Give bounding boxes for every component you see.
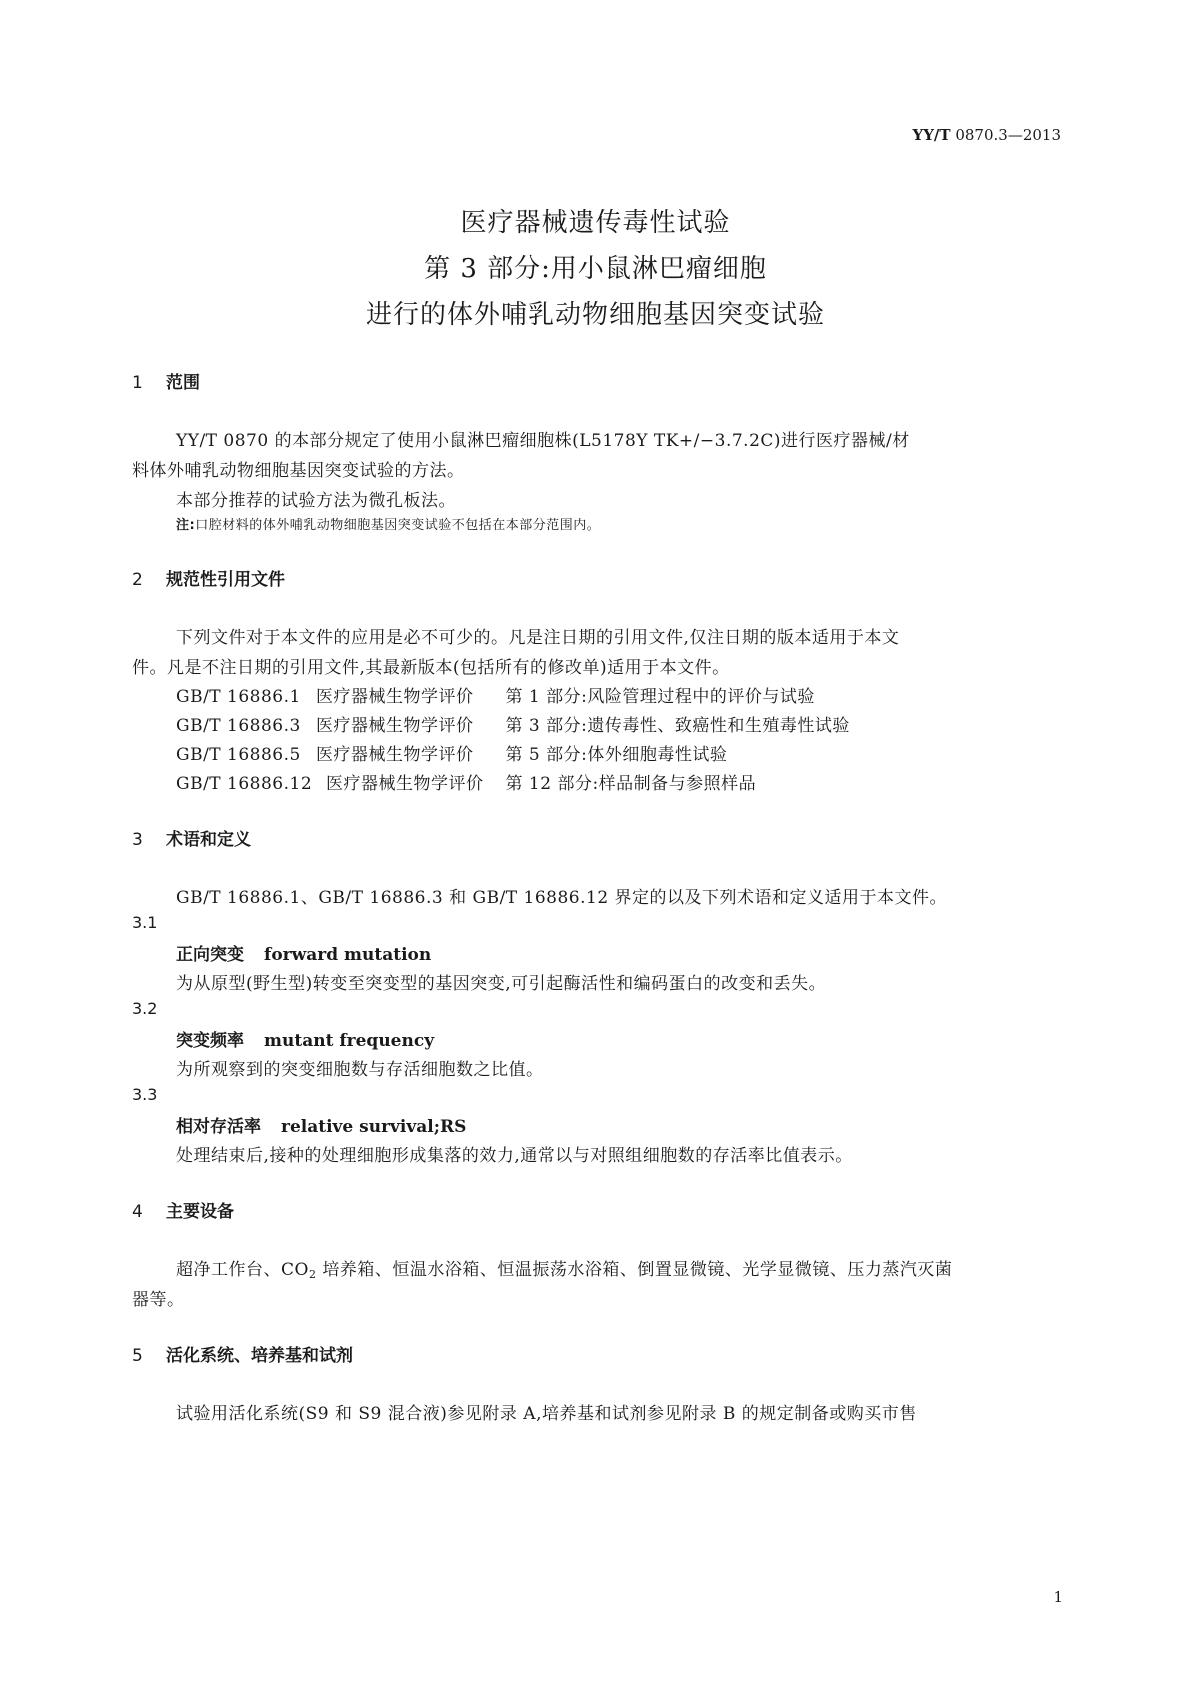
- section-3-intro: GB/T 16886.1、GB/T 16886.3 和 GB/T 16886.12 界定的以及下列术语和定义适用于本文件。: [176, 888, 948, 908]
- standard-number: 0870.3—2013: [955, 126, 1061, 144]
- term-heading: 相对存活率 relative survival;RS: [176, 1117, 467, 1137]
- reference-item: GB/T 16886.3 医疗器械生物学评价 第 3 部分:遗传毒性、致癌性和生殖毒性试验: [176, 716, 850, 736]
- term-number: 3.1: [132, 913, 158, 932]
- term-number: 3.2: [132, 999, 158, 1018]
- term-heading: 正向突变 forward mutation: [176, 945, 432, 965]
- section-2-heading: 2 规范性引用文件: [132, 570, 285, 590]
- section-4-heading: 4 主要设备: [132, 1202, 234, 1222]
- term-definition: 为所观察到的突变细胞数与存活细胞数之比值。: [176, 1060, 544, 1080]
- standard-prefix: YY/T: [912, 126, 951, 144]
- standard-code: [912, 126, 1061, 144]
- section-2-para-line-2: 件。凡是不注日期的引用文件,其最新版本(包括所有的修改单)适用于本文件。: [132, 658, 730, 678]
- section-2-para-line-1: 下列文件对于本文件的应用是必不可少的。凡是注日期的引用文件,仅注日期的版本适用于本文: [176, 628, 900, 648]
- term-definition: 为从原型(野生型)转变至突变型的基因突变,可引起酶活性和编码蛋白的改变和丢失。: [176, 974, 827, 994]
- section-1-para-1-line-2: 料体外哺乳动物细胞基因突变试验的方法。: [132, 461, 465, 481]
- section-1-para-1-line-1: YY/T 0870 的本部分规定了使用小鼠淋巴瘤细胞株(L5178Y TK+/−3.7.2C)进行医疗器械/材: [176, 431, 910, 451]
- section-1-heading: 1 范围: [132, 373, 200, 393]
- section-4-line-1: 超净工作台、CO2 培养箱、恒温水浴箱、恒温振荡水浴箱、倒置显微镜、光学显微镜、压力蒸汽灭菌: [176, 1260, 953, 1281]
- term-heading: 突变频率 mutant frequency: [176, 1031, 435, 1051]
- title-line-3: 进行的体外哺乳动物细胞基因突变试验: [365, 300, 825, 330]
- page-number: 1: [1053, 1588, 1063, 1606]
- term-number: 3.3: [132, 1085, 158, 1104]
- term-definition: 处理结束后,接种的处理细胞形成集落的效力,通常以与对照组细胞数的存活率比值表示。: [176, 1146, 853, 1166]
- title-line-2: 第 3 部分:用小鼠淋巴瘤细胞: [424, 254, 767, 284]
- section-1-para-2: 本部分推荐的试验方法为微孔板法。: [176, 491, 456, 511]
- title-line-1: 医疗器械遗传毒性试验: [460, 208, 731, 238]
- section-1-note: 注:口腔材料的体外哺乳动物细胞基因突变试验不包括在本部分范围内。: [176, 518, 601, 533]
- section-3-heading: 3 术语和定义: [132, 830, 251, 850]
- reference-item: GB/T 16886.1 医疗器械生物学评价 第 1 部分:风险管理过程中的评价与试验: [176, 687, 815, 707]
- section-5-heading: 5 活化系统、培养基和试剂: [132, 1346, 353, 1366]
- reference-item: GB/T 16886.12 医疗器械生物学评价 第 12 部分:样品制备与参照样品: [176, 774, 757, 794]
- section-5-para: 试验用活化系统(S9 和 S9 混合液)参见附录 A,培养基和试剂参见附录 B 的规定制备或购买市售: [176, 1404, 917, 1424]
- reference-item: GB/T 16886.5 医疗器械生物学评价 第 5 部分:体外细胞毒性试验: [176, 745, 728, 765]
- section-4-line-2: 器等。: [132, 1290, 185, 1310]
